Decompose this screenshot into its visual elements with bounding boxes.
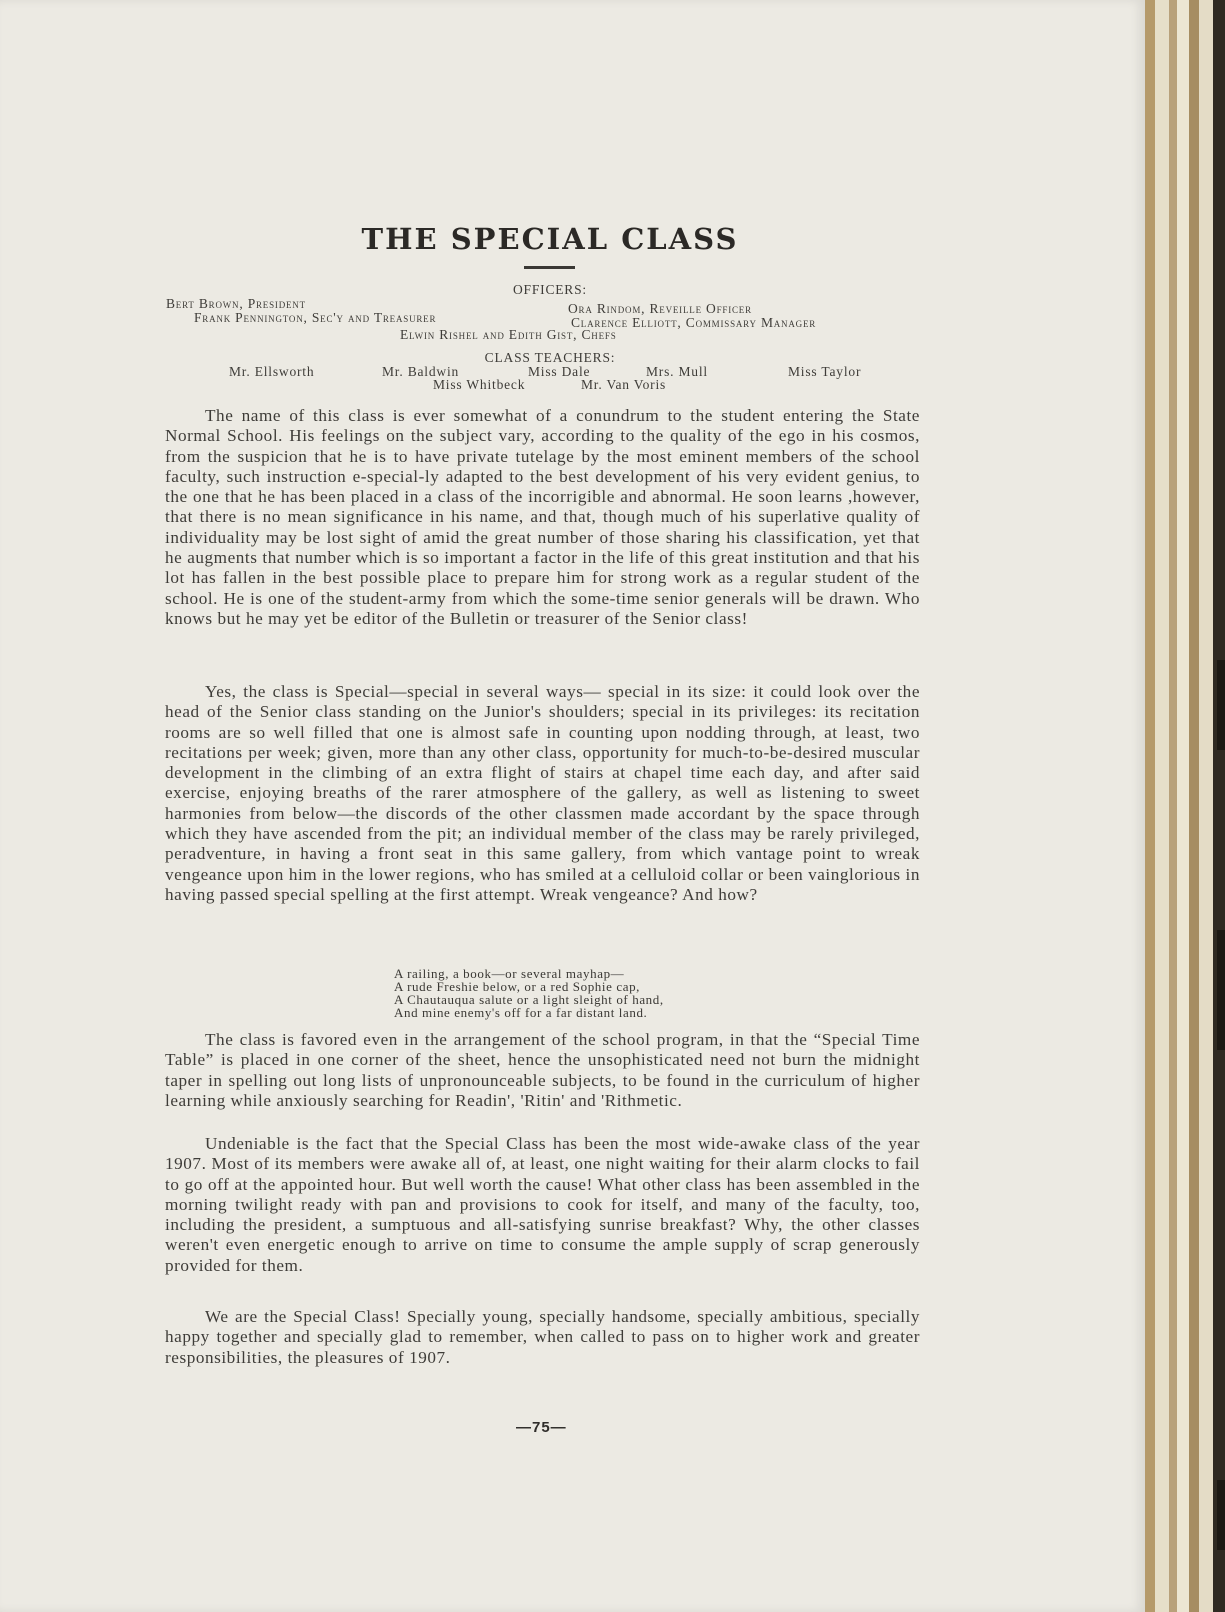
poem-line: And mine enemy's off for a far distant land.: [394, 1005, 648, 1020]
body-paragraph: Yes, the class is Special—special in several ways— special in its size: it could look over the head of the Senior class standing on the Junior's shoulders; special in its privileges: its recitation rooms are so well filled that one is almost safe in counting upon nodding through, at least, two recitations per week; given, more than any other class, opportunity for much-to-be-desired muscular development in the climbing of an extra flight of stairs at chapel time each day, and after said exercise, enjoying breaths of the rarer atmosphere of the gallery, as well as listening to sweet harmonies from below—the discords of the other classmen made accordant by the space through which they have ascended from the pit; an individual member of the class may be rarely privileged, peradventure, in having a front seat in this same gallery, from which vantage point to wreak vengeance upon him in the lower regions, who has smiled at a celluloid collar or been vainglorious in having passed special spelling at the first attempt. Wreak vengeance? And how?: [165, 682, 920, 904]
poem-line: A railing, a book—or several mayhap—: [394, 966, 625, 981]
page-edge: [1145, 0, 1155, 1612]
teacher-name: Miss Whitbeck: [433, 377, 526, 392]
teacher-name: Miss Taylor: [788, 364, 862, 379]
page-edge: [1169, 0, 1177, 1612]
officer-chefs: Elwin Rishel and Edith Gist, Chefs: [400, 327, 617, 342]
page-title: THE SPECIAL CLASS: [361, 222, 739, 256]
body-paragraph: The class is favored even in the arrangement of the school program, in that the “Special Time Table” is placed in one corner of the sheet, hence the unsophisticated need not burn the midnight taper in spelling out long lists of unpronounceable subjects, to be found in the curriculum of higher learning while anxiously searching for Readin', 'Ritin' and 'Rithmetic.: [165, 1030, 920, 1110]
officer-commissary: Clarence Elliott, Commissary Manager: [571, 315, 817, 330]
spine-mark: [1217, 930, 1225, 1050]
body-paragraph: We are the Special Class! Specially young, specially handsome, specially ambitious, specially happy together and specially glad to remember, when called to pass on to higher work and greater responsibilities, the pleasures of 1907.: [165, 1307, 920, 1367]
page-edge: [1177, 0, 1189, 1612]
binding-edge: [1213, 0, 1225, 1612]
teacher-name: Mr. Ellsworth: [229, 364, 315, 379]
teacher-name: Miss Dale: [528, 364, 591, 379]
officer-president: Bert Brown, President: [166, 296, 306, 311]
page-edge: [1189, 0, 1199, 1612]
spine-mark: [1217, 660, 1225, 750]
page-edge: [1199, 0, 1213, 1612]
body-paragraph: The name of this class is ever somewhat of a conundrum to the student entering the State Normal School. His feelings on the subject vary, according to the quality of the ego in his cosmos, from the suspicion that he is to have private tutelage by the most eminent members of the school faculty, such instruction e-special-ly adapted to the best development of his very evident genius, to the one that he has been placed in a class of the incorrigible and abnormal. He soon learns ,however, that there is no mean significance in his name, and that, though much of his superlative quality of individuality may be lost sight of amid the great number of those sharing his classification, yet that he augments that number which is so important a factor in the life of this great institution and that his lot has fallen in the best possible place to prepare him for strong work as a regular student of the school. He is one of the student-army from which the some-time senior generals will be drawn. Who knows but he may yet be editor of the Bulletin or treasurer of the Senior class!: [165, 406, 920, 628]
page-number: —75—: [516, 1419, 567, 1436]
officer-secretary: Frank Pennington, Sec'y and Treasurer: [194, 310, 437, 325]
officers-heading: OFFICERS:: [513, 282, 587, 297]
title-rule: [524, 266, 575, 269]
teacher-name: Mr. Van Voris: [581, 377, 667, 392]
officer-reveille: Ora Rindom, Reveille Officer: [568, 301, 752, 316]
poem-line: A rude Freshie below, or a red Sophie cap,: [394, 979, 641, 994]
page-edge: [1155, 0, 1169, 1612]
teacher-name: Mr. Baldwin: [382, 364, 460, 379]
teachers-heading: CLASS TEACHERS:: [484, 350, 616, 365]
body-paragraph: Undeniable is the fact that the Special Class has been the most wide-awake class of the year 1907. Most of its members were awake all of, at least, one night waiting for their alarm clocks to fail to go off at the appointed hour. But well worth the cause! What other class has been assembled in the morning twilight ready with pan and provisions to cook for itself, and many of the faculty, too, including the president, a sumptuous and all-satisfying sunrise breakfast? Why, the other classes weren't even energetic enough to arrive on time to consume the ample supply of scrap generously provided for them.: [165, 1134, 920, 1275]
spine-mark: [1217, 1480, 1225, 1550]
poem-line: A Chautauqua salute or a light sleight of hand,: [394, 992, 664, 1007]
teacher-name: Mrs. Mull: [646, 364, 708, 379]
poem-stanza: [394, 967, 664, 1019]
